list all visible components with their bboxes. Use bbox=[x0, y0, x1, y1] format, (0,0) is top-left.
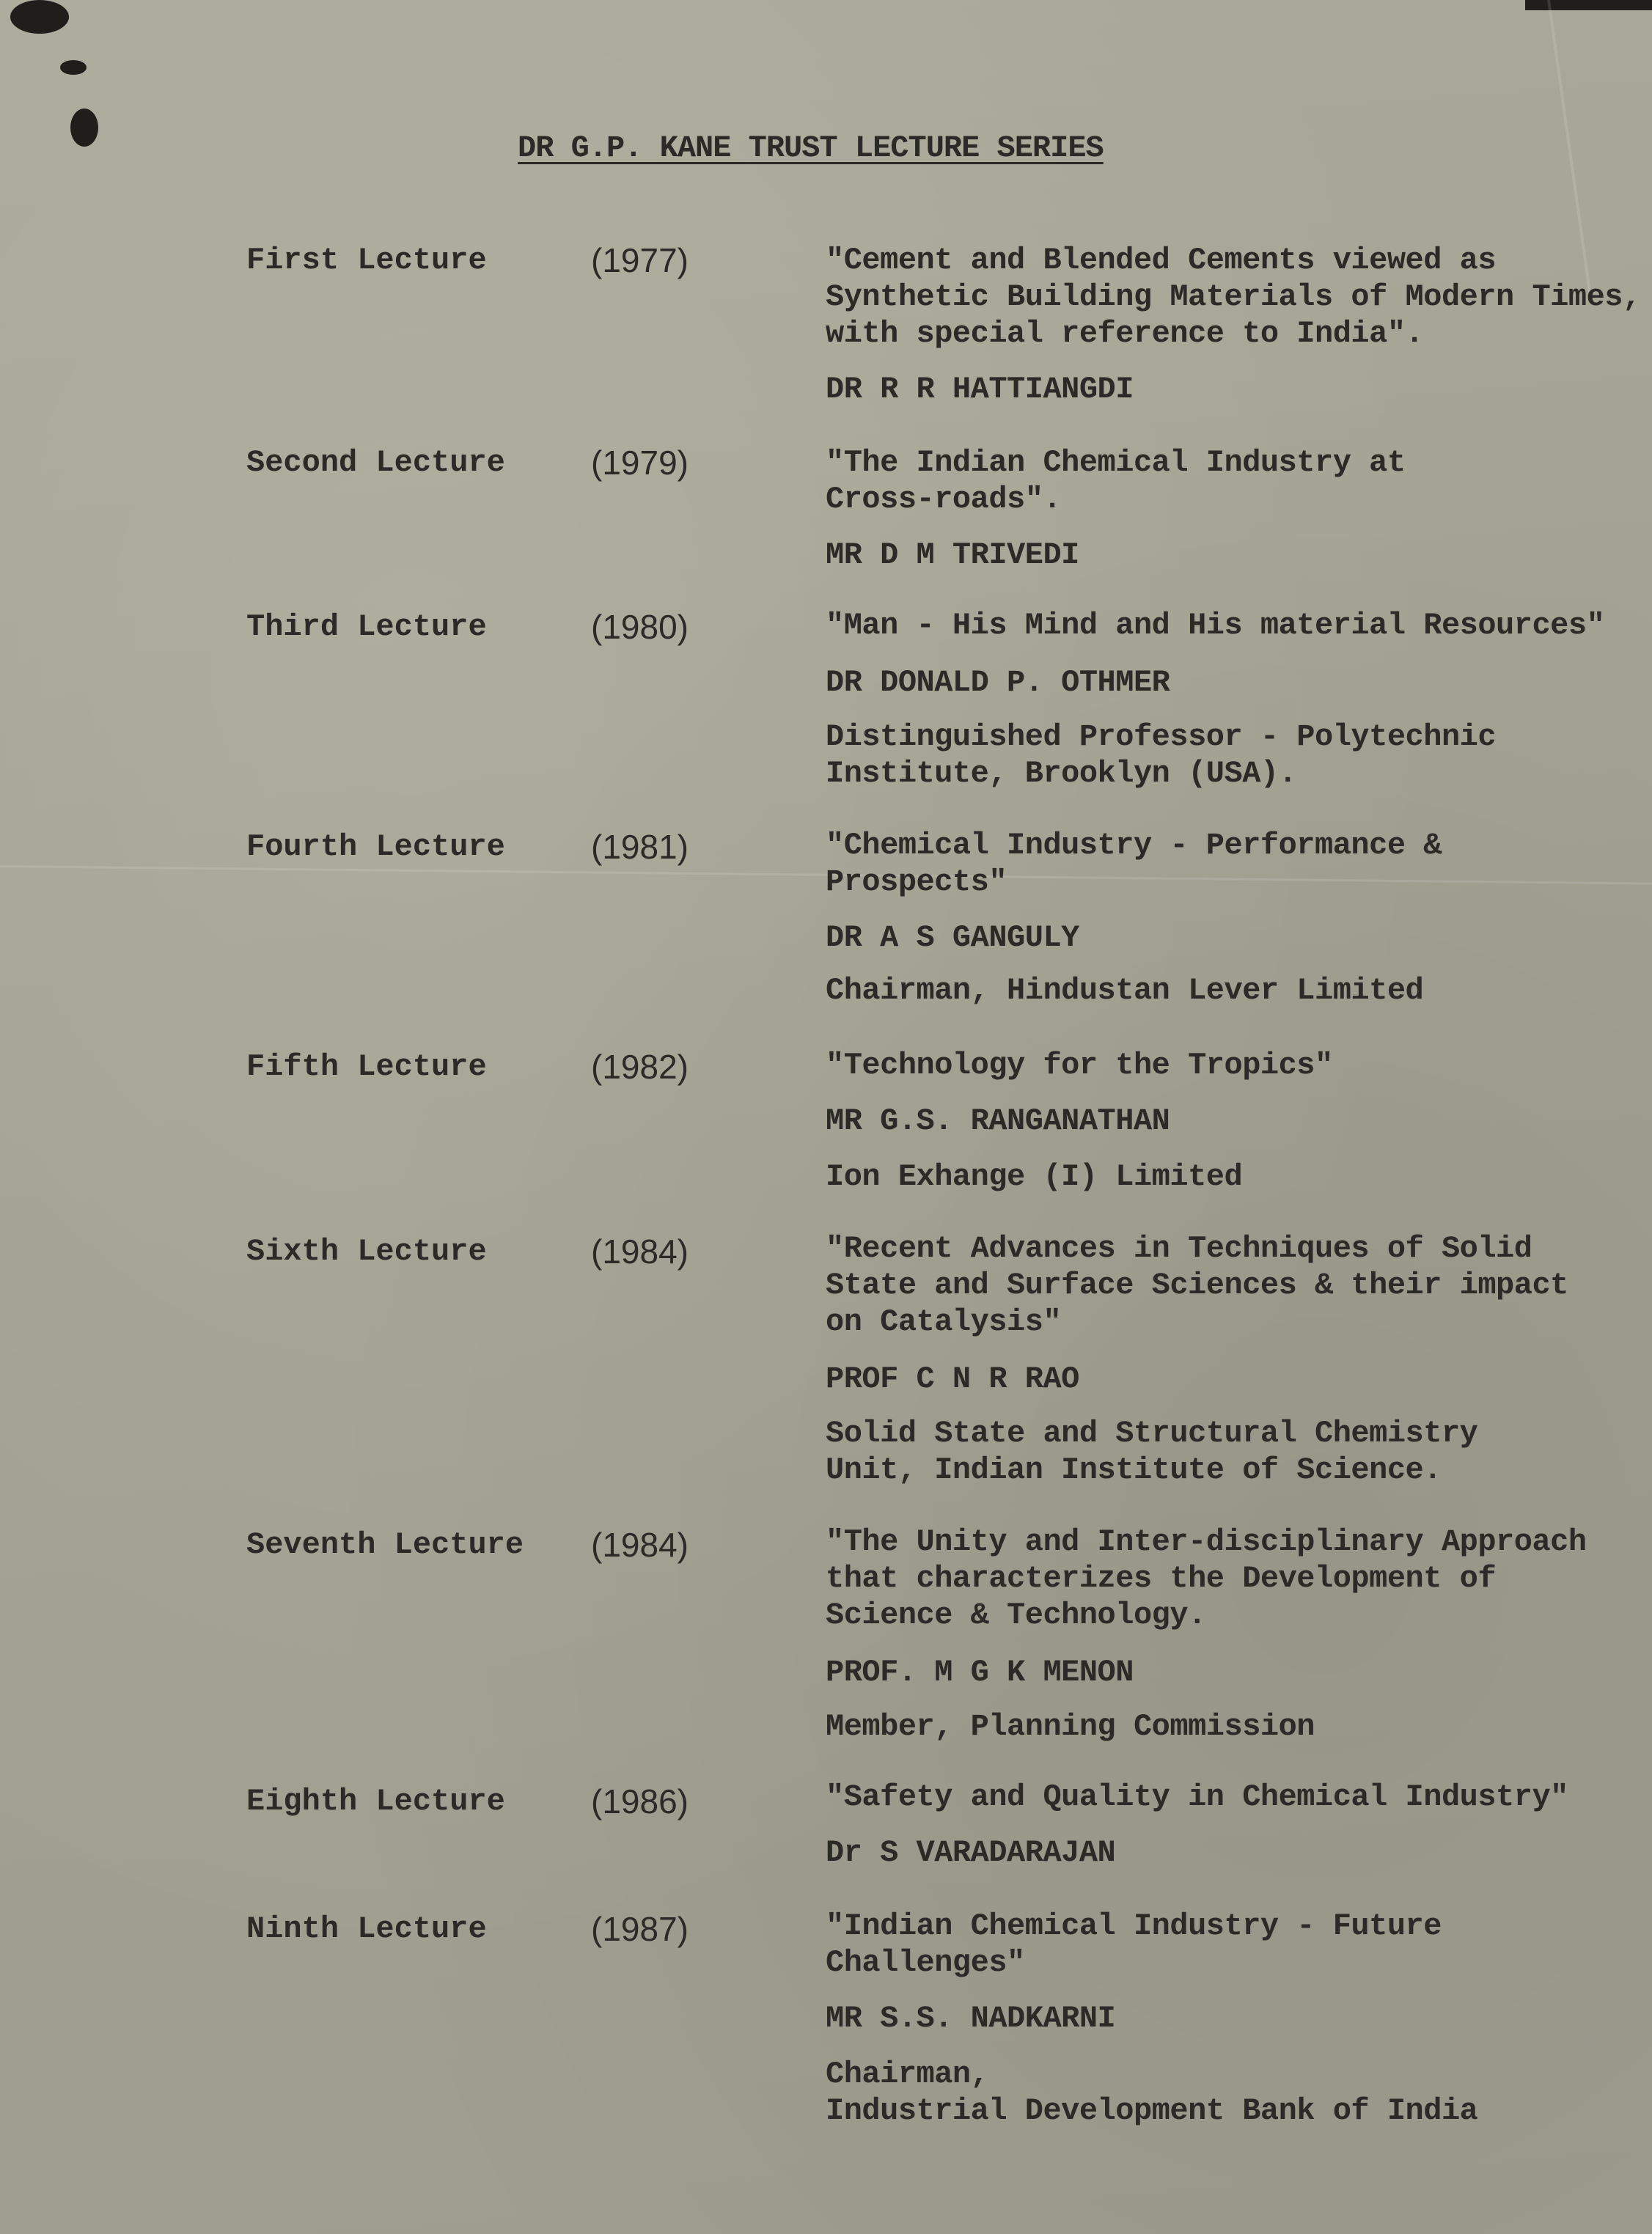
lecture-topic-line: "Indian Chemical Industry - Future bbox=[826, 1908, 1442, 1944]
lecture-speaker: MR G.S. RANGANATHAN bbox=[826, 1103, 1170, 1139]
lecture-topic-line: "The Unity and Inter-disciplinary Approach bbox=[826, 1524, 1587, 1559]
lecture-year: (1980) bbox=[591, 608, 689, 646]
lecture-affiliation-line: Member, Planning Commission bbox=[826, 1709, 1315, 1744]
lecture-speaker: PROF C N R RAO bbox=[826, 1362, 1079, 1397]
lecture-year: (1981) bbox=[591, 828, 689, 866]
lecture-year: (1984) bbox=[591, 1232, 689, 1271]
lecture-year: (1984) bbox=[591, 1526, 689, 1564]
lecture-speaker: MR S.S. NADKARNI bbox=[826, 2001, 1116, 2036]
lecture-topic-line: that characterizes the Development of bbox=[826, 1561, 1497, 1596]
ink-stain bbox=[10, 0, 69, 34]
lecture-topic-line: State and Surface Sciences & their impact bbox=[826, 1268, 1568, 1303]
ink-stain bbox=[60, 60, 87, 75]
lecture-year: (1987) bbox=[591, 1910, 689, 1948]
lecture-topic-line: "Technology for the Tropics" bbox=[826, 1048, 1333, 1083]
lecture-label: Fourth Lecture bbox=[246, 829, 505, 864]
lecture-speaker: DR A S GANGULY bbox=[826, 920, 1079, 955]
lecture-speaker: DR R R HATTIANGDI bbox=[826, 372, 1134, 407]
lecture-year: (1979) bbox=[591, 444, 689, 482]
lecture-label: Third Lecture bbox=[246, 609, 487, 644]
lecture-affiliation-line: Chairman, bbox=[826, 2057, 989, 2092]
lecture-topic-line: on Catalysis" bbox=[826, 1304, 1062, 1340]
lecture-speaker: Dr S VARADARAJAN bbox=[826, 1835, 1116, 1870]
lecture-topic-line: Prospects" bbox=[826, 864, 1007, 900]
ink-stain bbox=[70, 109, 98, 147]
lecture-label: Eighth Lecture bbox=[246, 1784, 505, 1819]
lecture-topic-line: Challenges" bbox=[826, 1945, 1025, 1980]
lecture-speaker: PROF. M G K MENON bbox=[826, 1655, 1134, 1690]
lecture-affiliation-line: Ion Exhange (I) Limited bbox=[826, 1159, 1243, 1194]
lecture-label: Ninth Lecture bbox=[246, 1911, 487, 1947]
page-title: DR G.P. KANE TRUST LECTURE SERIES bbox=[518, 131, 1104, 166]
lecture-affiliation-line: Distinguished Professor - Polytechnic bbox=[826, 719, 1497, 754]
lecture-label: Fifth Lecture bbox=[246, 1049, 487, 1084]
lecture-label: Second Lecture bbox=[246, 445, 505, 480]
lecture-year: (1982) bbox=[591, 1048, 689, 1086]
lecture-speaker: MR D M TRIVEDI bbox=[826, 537, 1079, 573]
lecture-topic-line: Science & Technology. bbox=[826, 1598, 1206, 1633]
lecture-topic-line: "The Indian Chemical Industry at bbox=[826, 445, 1406, 480]
lecture-affiliation-line: Solid State and Structural Chemistry bbox=[826, 1416, 1478, 1451]
lecture-label: Sixth Lecture bbox=[246, 1234, 487, 1269]
lecture-affiliation-line: Institute, Brooklyn (USA). bbox=[826, 756, 1297, 791]
lecture-topic-line: Synthetic Building Materials of Modern Times, bbox=[826, 279, 1641, 315]
lecture-year: (1986) bbox=[591, 1782, 689, 1820]
ink-stain bbox=[1525, 0, 1652, 10]
lecture-topic-line: "Safety and Quality in Chemical Industry" bbox=[826, 1779, 1568, 1815]
lecture-topic-line: "Chemical Industry - Performance & bbox=[826, 828, 1442, 863]
lecture-affiliation-line: Unit, Indian Institute of Science. bbox=[826, 1452, 1442, 1488]
lecture-speaker: DR DONALD P. OTHMER bbox=[826, 665, 1170, 700]
lecture-topic-line: with special reference to India". bbox=[826, 316, 1424, 351]
lecture-label: First Lecture bbox=[246, 243, 487, 278]
lecture-topic-line: "Recent Advances in Techniques of Solid bbox=[826, 1231, 1532, 1266]
lecture-affiliation-line: Chairman, Hindustan Lever Limited bbox=[826, 973, 1424, 1008]
lecture-label: Seventh Lecture bbox=[246, 1527, 524, 1562]
lecture-topic-line: "Man - His Mind and His material Resources" bbox=[826, 608, 1605, 643]
lecture-topic-line: "Cement and Blended Cements viewed as bbox=[826, 243, 1497, 278]
lecture-topic-line: Cross-roads". bbox=[826, 482, 1062, 517]
lecture-affiliation-line: Industrial Development Bank of India bbox=[826, 2093, 1478, 2128]
lecture-year: (1977) bbox=[591, 241, 689, 279]
